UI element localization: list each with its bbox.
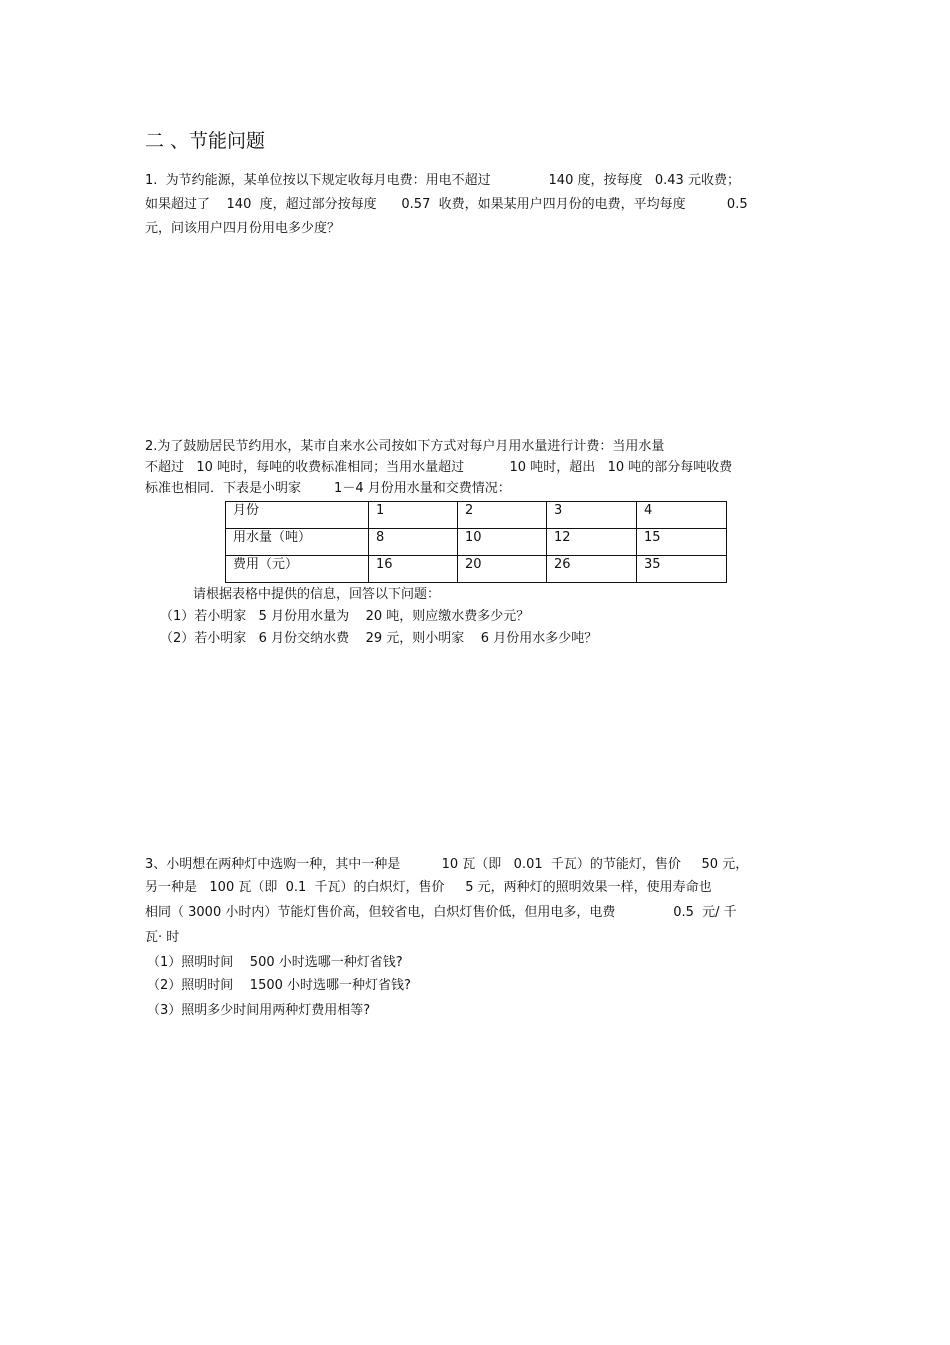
- q1-line-3: 元，问该用户四月份用电多少度？: [145, 221, 341, 236]
- q3-sub-question-2: （2）照明时间 1500 小时选哪一种灯省钱?: [147, 978, 411, 993]
- q2-sub-question-2: （2）若小明家 6 月份交纳水费 29 元，则小明家 6 月份用水多少吨？: [160, 631, 598, 646]
- table-cell: 8: [369, 529, 458, 556]
- table-cell: 20: [458, 556, 547, 583]
- q2-sub-question-1: （1）若小明家 5 月份用水量为 20 吨，则应缴水费多少元？: [160, 609, 530, 624]
- water-usage-table: [225, 501, 727, 583]
- table-cell: 12: [547, 529, 637, 556]
- table-cell: 35: [637, 556, 727, 583]
- table-cell: 4: [637, 502, 727, 529]
- q1-line-2: 如果超过了 140 度，超过部分按每度 0.57 收费，如果某用户四月份的电费，平均每度 0.5: [145, 197, 748, 212]
- table-cell: 费用（元）: [226, 556, 369, 583]
- q3-line-2: 另一种是 100 瓦（即 0.1 千瓦）的白炽灯，售价 5 元，两种灯的照明效果一样，使用寿命也: [145, 880, 712, 895]
- table-cell: 用水量（吨）: [226, 529, 369, 556]
- table-row: [226, 556, 727, 583]
- q3-sub-question-3: （3）照明多少时间用两种灯费用相等?: [147, 1003, 371, 1018]
- table-cell: 10: [458, 529, 547, 556]
- table-row: [226, 502, 727, 529]
- section-title: 二 、节能问题: [145, 130, 266, 152]
- table-row: [226, 529, 727, 556]
- q2-line-2: 不超过 10 吨时，每吨的收费标准相同；当用水量超过 10 吨时，超出 10 吨的部分每吨收费: [145, 460, 733, 475]
- q1-line-1: 1. 为节约能源，某单位按以下规定收每月电费：用电不超过 140 度，按每度 0.43 元收费；: [145, 173, 740, 188]
- q2-line-1: 2.为了鼓励居民节约用水，某市自来水公司按如下方式对每户月用水量进行计费：当用水量: [145, 439, 665, 454]
- q3-line-1: 3、小明想在两种灯中选购一种，其中一种是 10 瓦（即 0.01 千瓦）的节能灯，售价 50 元，: [145, 857, 749, 872]
- table-cell: 1: [369, 502, 458, 529]
- table-cell: 月份: [226, 502, 369, 529]
- table-cell: 2: [458, 502, 547, 529]
- q3-sub-question-1: （1）照明时间 500 小时选哪一种灯省钱?: [147, 955, 403, 970]
- q3-line-4: 瓦· 时: [145, 930, 180, 945]
- table-cell: 15: [637, 529, 727, 556]
- table-cell: 16: [369, 556, 458, 583]
- table-cell: 26: [547, 556, 637, 583]
- q2-after-table: 请根据表格中提供的信息，回答以下问题：: [193, 587, 441, 602]
- q2-line-3: 标准也相同．下表是小明家 1－4 月份用水量和交费情况：: [145, 481, 511, 496]
- q3-line-3: 相同（ 3000 小时内）节能灯售价高，但较省电，白炽灯售价低，但用电多，电费 0.5 元/ 千: [145, 905, 737, 920]
- table-cell: 3: [547, 502, 637, 529]
